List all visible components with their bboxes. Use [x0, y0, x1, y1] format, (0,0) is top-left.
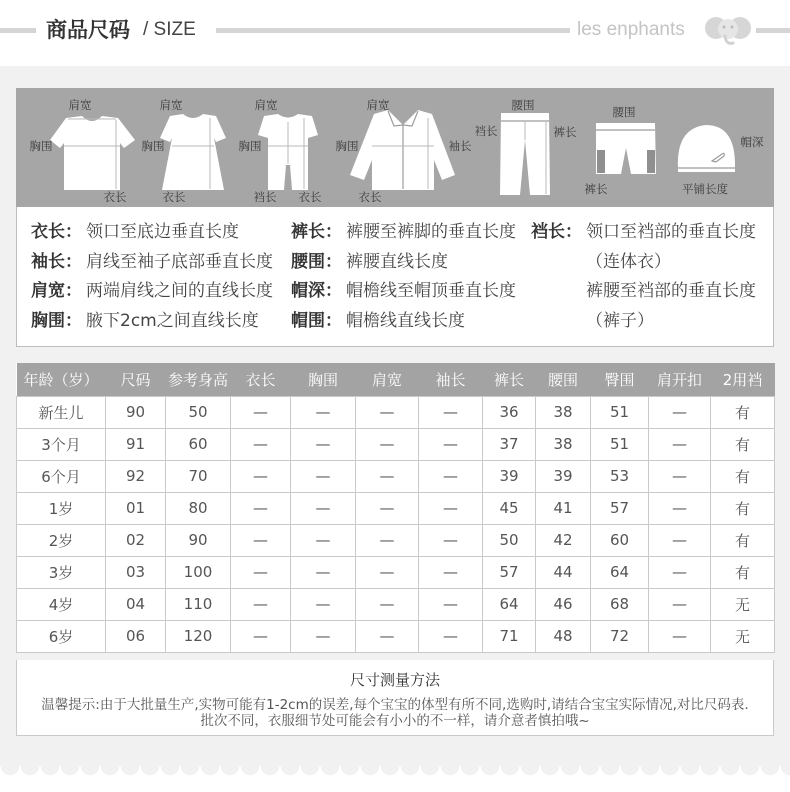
table-row: [17, 556, 775, 588]
definition-term: 袖长：: [31, 252, 82, 272]
table-cell: —: [419, 556, 483, 588]
label-chest: 胸围: [335, 139, 359, 153]
table-cell: —: [649, 460, 711, 492]
table-cell: 1岁: [17, 492, 106, 524]
table-cell: —: [231, 396, 291, 428]
notes-line: 温馨提示:由于大批量生产,实物可能有1-2cm的误差,每个宝宝的体型有所不同,选购时,请结合宝宝实际情况,对比尺码表.: [41, 697, 749, 713]
table-cell: 90: [166, 524, 231, 556]
definition-desc: 领口至裆部的垂直长度: [586, 222, 756, 242]
label-flat-length: 平铺长度: [682, 182, 728, 196]
label-chest: 胸围: [141, 139, 165, 153]
definition-item: [291, 311, 465, 331]
label-crotch: 裆长: [253, 190, 277, 204]
table-cell: —: [231, 460, 291, 492]
table-cell: 无: [711, 620, 775, 652]
definition-term: 裆长：: [531, 222, 582, 242]
definition-note: （裤子）: [586, 311, 654, 331]
definition-term: 裤长：: [291, 222, 342, 242]
table-cell: 50: [483, 524, 536, 556]
table-header-cell: 袖长: [419, 363, 483, 396]
definition-term: 肩宽：: [31, 281, 82, 301]
label-shoulder: 肩宽: [366, 98, 390, 112]
table-cell: 48: [536, 620, 591, 652]
table-cell: 60: [166, 428, 231, 460]
table-cell: —: [419, 524, 483, 556]
table-cell: —: [419, 492, 483, 524]
table-cell: 44: [536, 556, 591, 588]
table-cell: —: [291, 428, 356, 460]
definition-item: [291, 252, 448, 272]
table-cell: —: [231, 556, 291, 588]
table-cell: 6个月: [17, 460, 106, 492]
pants-icon: [475, 98, 577, 195]
page-subtitle: / SIZE: [143, 19, 196, 40]
garment-diagram: [16, 88, 774, 207]
table-cell: —: [291, 556, 356, 588]
table-header-cell: 腰围: [536, 363, 591, 396]
table-cell: 39: [483, 460, 536, 492]
table-cell: 4岁: [17, 588, 106, 620]
label-length: 衣长: [162, 190, 186, 204]
table-cell: 有: [711, 396, 775, 428]
definition-desc: 肩线至袖子底部垂直长度: [86, 252, 273, 272]
header-rule-left: [0, 28, 36, 33]
table-cell: 无: [711, 588, 775, 620]
definition-item: [31, 311, 259, 331]
table-cell: —: [419, 396, 483, 428]
notes-heading: 尺寸测量方法: [349, 671, 440, 689]
table-cell: 3岁: [17, 556, 106, 588]
table-cell: 60: [591, 524, 649, 556]
table-cell: —: [419, 588, 483, 620]
table-cell: —: [231, 620, 291, 652]
definition-term: 胸围：: [31, 311, 82, 331]
table-header-cell: 肩开扣: [649, 363, 711, 396]
table-cell: 57: [483, 556, 536, 588]
table-cell: —: [649, 588, 711, 620]
table-cell: 72: [591, 620, 649, 652]
label-length: 衣长: [298, 190, 322, 204]
label-length: 衣长: [358, 190, 382, 204]
table-cell: 100: [166, 556, 231, 588]
table-cell: —: [356, 620, 419, 652]
table-cell: —: [356, 396, 419, 428]
definition-desc: 腋下2cm之间直线长度: [86, 311, 259, 331]
table-cell: 45: [483, 492, 536, 524]
definition-item: [531, 222, 756, 242]
table-cell: 有: [711, 492, 775, 524]
table-cell: 2岁: [17, 524, 106, 556]
label-waist: 腰围: [612, 105, 636, 119]
table-cell: 04: [106, 588, 166, 620]
definition-desc: 帽檐线直线长度: [346, 311, 465, 331]
definition-term: 帽深：: [291, 281, 342, 301]
definition-desc: 裤腰至裤脚的垂直长度: [346, 222, 516, 242]
table-header-row: [17, 363, 775, 396]
definition-term: 腰围：: [291, 252, 342, 272]
table-header-cell: 尺码: [106, 363, 166, 396]
definition-term: 衣长：: [31, 222, 82, 242]
table-header-cell: 胸围: [291, 363, 356, 396]
label-waist: 腰围: [511, 98, 535, 112]
table-cell: 42: [536, 524, 591, 556]
notes-line: 批次不同，衣服细节处可能会有小小的不一样，请介意者慎拍哦~: [200, 713, 590, 729]
label-pants-length: 裤长: [584, 182, 608, 196]
definition-item: [31, 222, 239, 242]
definition-term: 帽围：: [291, 311, 342, 331]
definition-item: [31, 252, 273, 272]
table-cell: 51: [591, 396, 649, 428]
table-cell: —: [356, 556, 419, 588]
t-shirt-icon: [30, 98, 136, 204]
table-header-cell: 裤长: [483, 363, 536, 396]
table-cell: —: [291, 492, 356, 524]
label-shoulder: 肩宽: [159, 98, 183, 112]
shorts-icon: [585, 105, 657, 196]
table-cell: 57: [591, 492, 649, 524]
scalloped-edge: [0, 766, 790, 778]
table-header-cell: 衣长: [231, 363, 291, 396]
table-cell: —: [649, 620, 711, 652]
table-row: [17, 460, 775, 492]
table-cell: 新生儿: [17, 396, 106, 428]
table-cell: 64: [591, 556, 649, 588]
definition-desc: 裤腰至裆部的垂直长度: [586, 281, 756, 301]
table-cell: 38: [536, 428, 591, 460]
table-cell: 06: [106, 620, 166, 652]
definition-desc: 两端肩线之间的直线长度: [86, 281, 273, 301]
definition-desc: 领口至底边垂直长度: [86, 222, 239, 242]
table-cell: 71: [483, 620, 536, 652]
table-cell: —: [231, 588, 291, 620]
definition-item: [291, 281, 516, 301]
table-cell: —: [356, 588, 419, 620]
definition-item: [31, 281, 273, 301]
table-cell: 37: [483, 428, 536, 460]
table-body: [17, 396, 775, 652]
table-cell: 92: [106, 460, 166, 492]
table-cell: —: [291, 460, 356, 492]
table-cell: 6岁: [17, 620, 106, 652]
table-cell: —: [291, 396, 356, 428]
table-cell: 53: [591, 460, 649, 492]
table-cell: —: [356, 428, 419, 460]
table-cell: 有: [711, 556, 775, 588]
label-crotch: 裆长: [474, 124, 498, 138]
table-cell: —: [231, 524, 291, 556]
table-cell: —: [291, 588, 356, 620]
table-cell: —: [291, 524, 356, 556]
table-cell: 64: [483, 588, 536, 620]
dress-icon: [142, 98, 227, 204]
table-row: [17, 396, 775, 428]
table-row: [17, 620, 775, 652]
table-cell: 有: [711, 428, 775, 460]
romper-icon: [239, 98, 322, 204]
table-cell: —: [419, 428, 483, 460]
table-cell: —: [649, 428, 711, 460]
table-cell: 120: [166, 620, 231, 652]
table-cell: 80: [166, 492, 231, 524]
garment-diagram-panel: [16, 88, 774, 207]
hat-icon: [678, 125, 764, 196]
table-cell: 01: [106, 492, 166, 524]
table-cell: —: [649, 556, 711, 588]
table-cell: 91: [106, 428, 166, 460]
table-row: [17, 524, 775, 556]
label-pants-length: 裤长: [553, 125, 577, 139]
table-cell: 有: [711, 524, 775, 556]
label-sleeve: 袖长: [448, 139, 472, 153]
definition-item: [291, 222, 516, 242]
table-cell: 03: [106, 556, 166, 588]
definition-desc: 裤腰直线长度: [346, 252, 448, 272]
table-cell: —: [419, 460, 483, 492]
table-header-cell: 2用裆: [711, 363, 775, 396]
table-cell: —: [649, 396, 711, 428]
measurement-definitions: [16, 207, 774, 347]
table-cell: 41: [536, 492, 591, 524]
table-cell: 3个月: [17, 428, 106, 460]
label-chest: 胸围: [238, 139, 262, 153]
header-rule-middle: [216, 28, 570, 33]
label-hat-depth: 帽深: [740, 135, 764, 149]
measurement-notes: [16, 660, 774, 736]
jacket-icon: [336, 98, 472, 204]
table-row: [17, 428, 775, 460]
header-rule-right: [756, 28, 790, 33]
size-table: [16, 363, 775, 653]
table-cell: —: [649, 524, 711, 556]
brand-name: les enphants: [577, 19, 685, 40]
definition-desc: 帽檐线至帽顶垂直长度: [346, 281, 516, 301]
table-cell: 有: [711, 460, 775, 492]
table-header-cell: 年龄（岁）: [17, 363, 106, 396]
table-cell: —: [356, 492, 419, 524]
table-cell: —: [231, 428, 291, 460]
definition-note: （连体衣）: [586, 252, 671, 272]
table-cell: —: [649, 492, 711, 524]
label-shoulder: 肩宽: [68, 98, 92, 112]
table-cell: 50: [166, 396, 231, 428]
table-cell: 68: [591, 588, 649, 620]
elephant-logo-icon: [704, 12, 752, 48]
table-cell: —: [291, 620, 356, 652]
table-cell: 38: [536, 396, 591, 428]
table-row: [17, 588, 775, 620]
table-cell: 02: [106, 524, 166, 556]
label-length: 衣长: [103, 190, 127, 204]
table-cell: 46: [536, 588, 591, 620]
table-cell: 36: [483, 396, 536, 428]
table-cell: 39: [536, 460, 591, 492]
label-shoulder: 肩宽: [254, 98, 278, 112]
table-cell: 90: [106, 396, 166, 428]
label-chest: 胸围: [29, 139, 53, 153]
table-row: [17, 492, 775, 524]
table-header-cell: 肩宽: [356, 363, 419, 396]
table-cell: 51: [591, 428, 649, 460]
table-cell: —: [356, 524, 419, 556]
page-title: 商品尺码: [46, 18, 130, 42]
table-header-cell: 参考身高: [166, 363, 231, 396]
table-cell: 70: [166, 460, 231, 492]
table-cell: —: [356, 460, 419, 492]
table-cell: 110: [166, 588, 231, 620]
table-cell: —: [419, 620, 483, 652]
table-header-cell: 臀围: [591, 363, 649, 396]
table-cell: —: [231, 492, 291, 524]
